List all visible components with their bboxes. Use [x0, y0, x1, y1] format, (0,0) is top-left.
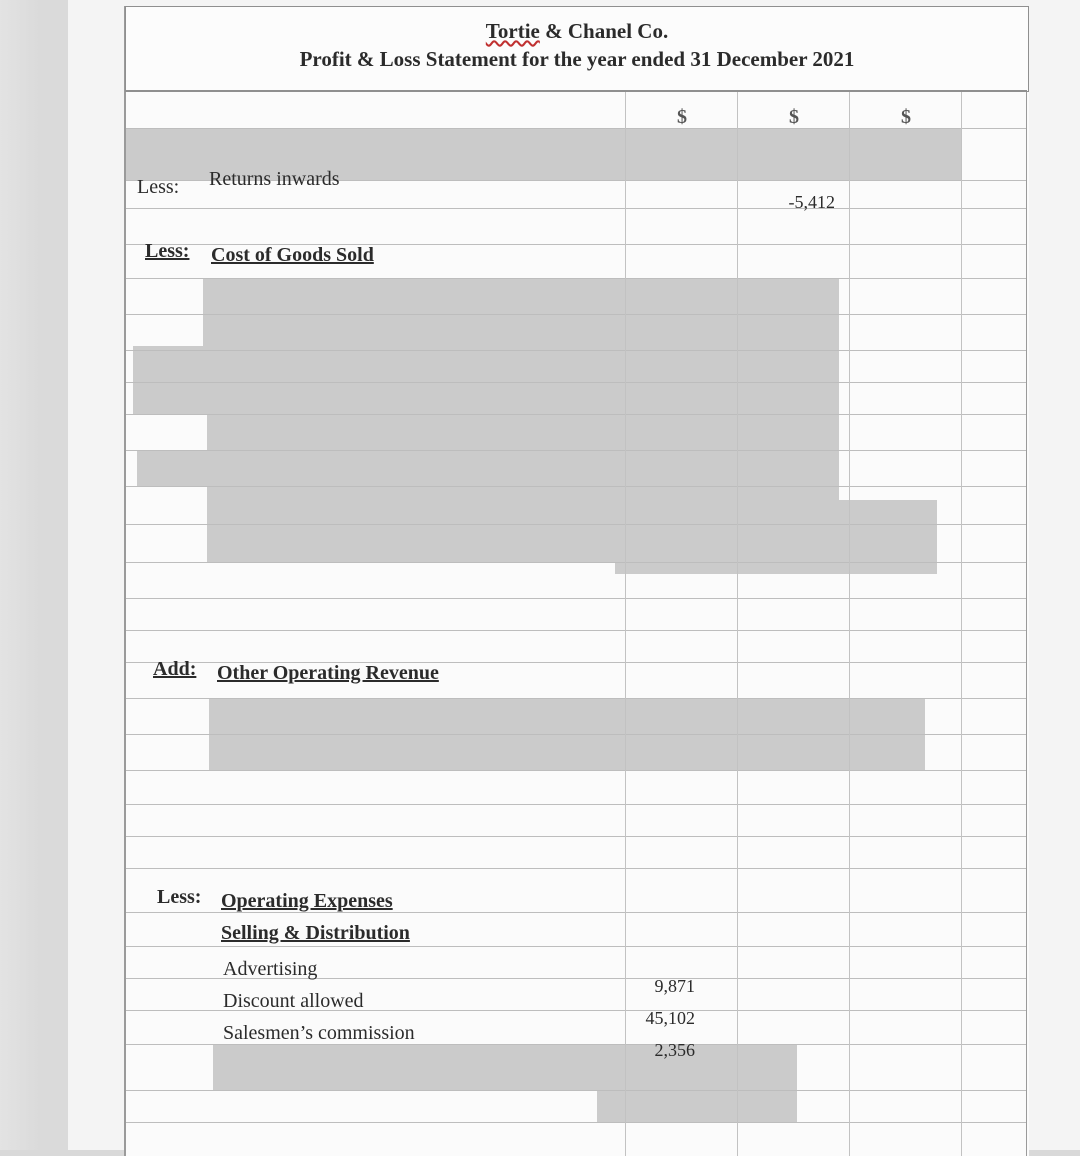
grid-line [125, 1090, 1027, 1091]
grid-line [125, 698, 1027, 699]
less-label-cogs: Less: [145, 240, 190, 262]
shaded-cell-cogs-1 [203, 278, 839, 314]
column-header-2: $ [789, 106, 799, 128]
add-label-other-revenue: Add: [153, 658, 197, 680]
shaded-cell-cogs-2 [203, 314, 839, 350]
grid-line [125, 804, 1027, 805]
grid-line [125, 414, 1027, 415]
header-rule [125, 90, 1027, 91]
grid-line [125, 382, 1027, 383]
column-line [849, 92, 850, 1156]
shaded-cell-selling-subtotal [597, 1090, 797, 1122]
less-label-returns: Less: [137, 176, 180, 198]
grid-line [125, 946, 1027, 947]
statement-title: Profit & Loss Statement for the year ended 31 December 2021 [299, 47, 855, 71]
column-line [961, 92, 962, 1156]
column-line [737, 92, 738, 1156]
grid-line [125, 562, 1027, 563]
monitor-bezel-edge [40, 0, 68, 1150]
column-line [1026, 92, 1027, 1156]
column-line [125, 92, 126, 1156]
grid-line [125, 486, 1027, 487]
grid-line [125, 836, 1027, 837]
grid-line [125, 314, 1027, 315]
company-name-suffix: & Chanel Co. [539, 19, 669, 43]
statement-header [125, 6, 1029, 92]
expense-advertising-label: Advertising [223, 958, 318, 980]
shaded-cell-cogs-4 [207, 414, 839, 450]
grid-line [125, 598, 1027, 599]
expense-discount-value: 45,102 [645, 1008, 695, 1028]
opex-heading: Operating Expenses [221, 890, 393, 912]
document-page [68, 0, 1080, 1150]
company-name [126, 19, 1028, 44]
other-revenue-heading: Other Operating Revenue [217, 662, 439, 684]
grid-line [125, 868, 1027, 869]
selling-distribution-heading: Selling & Distribution [221, 922, 410, 944]
expense-commission-value: 2,356 [654, 1040, 695, 1060]
grid-line [125, 208, 1027, 209]
returns-inwards-value: -5,412 [788, 192, 835, 212]
statement-table [124, 6, 1029, 1156]
less-label-opex: Less: [157, 886, 202, 908]
grid-line [125, 524, 1027, 525]
grid-line [125, 1122, 1027, 1123]
grid-line [125, 278, 1027, 279]
shaded-cell-selling-total [213, 1044, 797, 1090]
company-name-prefix: Tortie [485, 19, 540, 43]
grid-line [125, 770, 1027, 771]
shaded-cell-cogs-3 [133, 346, 839, 414]
expense-discount-label: Discount allowed [223, 990, 364, 1012]
returns-inwards-label: Returns inwards [209, 168, 340, 190]
column-header-3: $ [901, 106, 911, 128]
grid-line [125, 734, 1027, 735]
expense-advertising-value: 9,871 [654, 976, 695, 996]
grid-line [125, 630, 1027, 631]
cogs-heading: Cost of Goods Sold [211, 244, 374, 266]
expense-commission-label: Salesmen’s commission [223, 1022, 415, 1044]
column-header-1: $ [677, 106, 687, 128]
grid-line [125, 450, 1027, 451]
shaded-cell-cogs-5 [137, 450, 839, 486]
grid-line [125, 350, 1027, 351]
